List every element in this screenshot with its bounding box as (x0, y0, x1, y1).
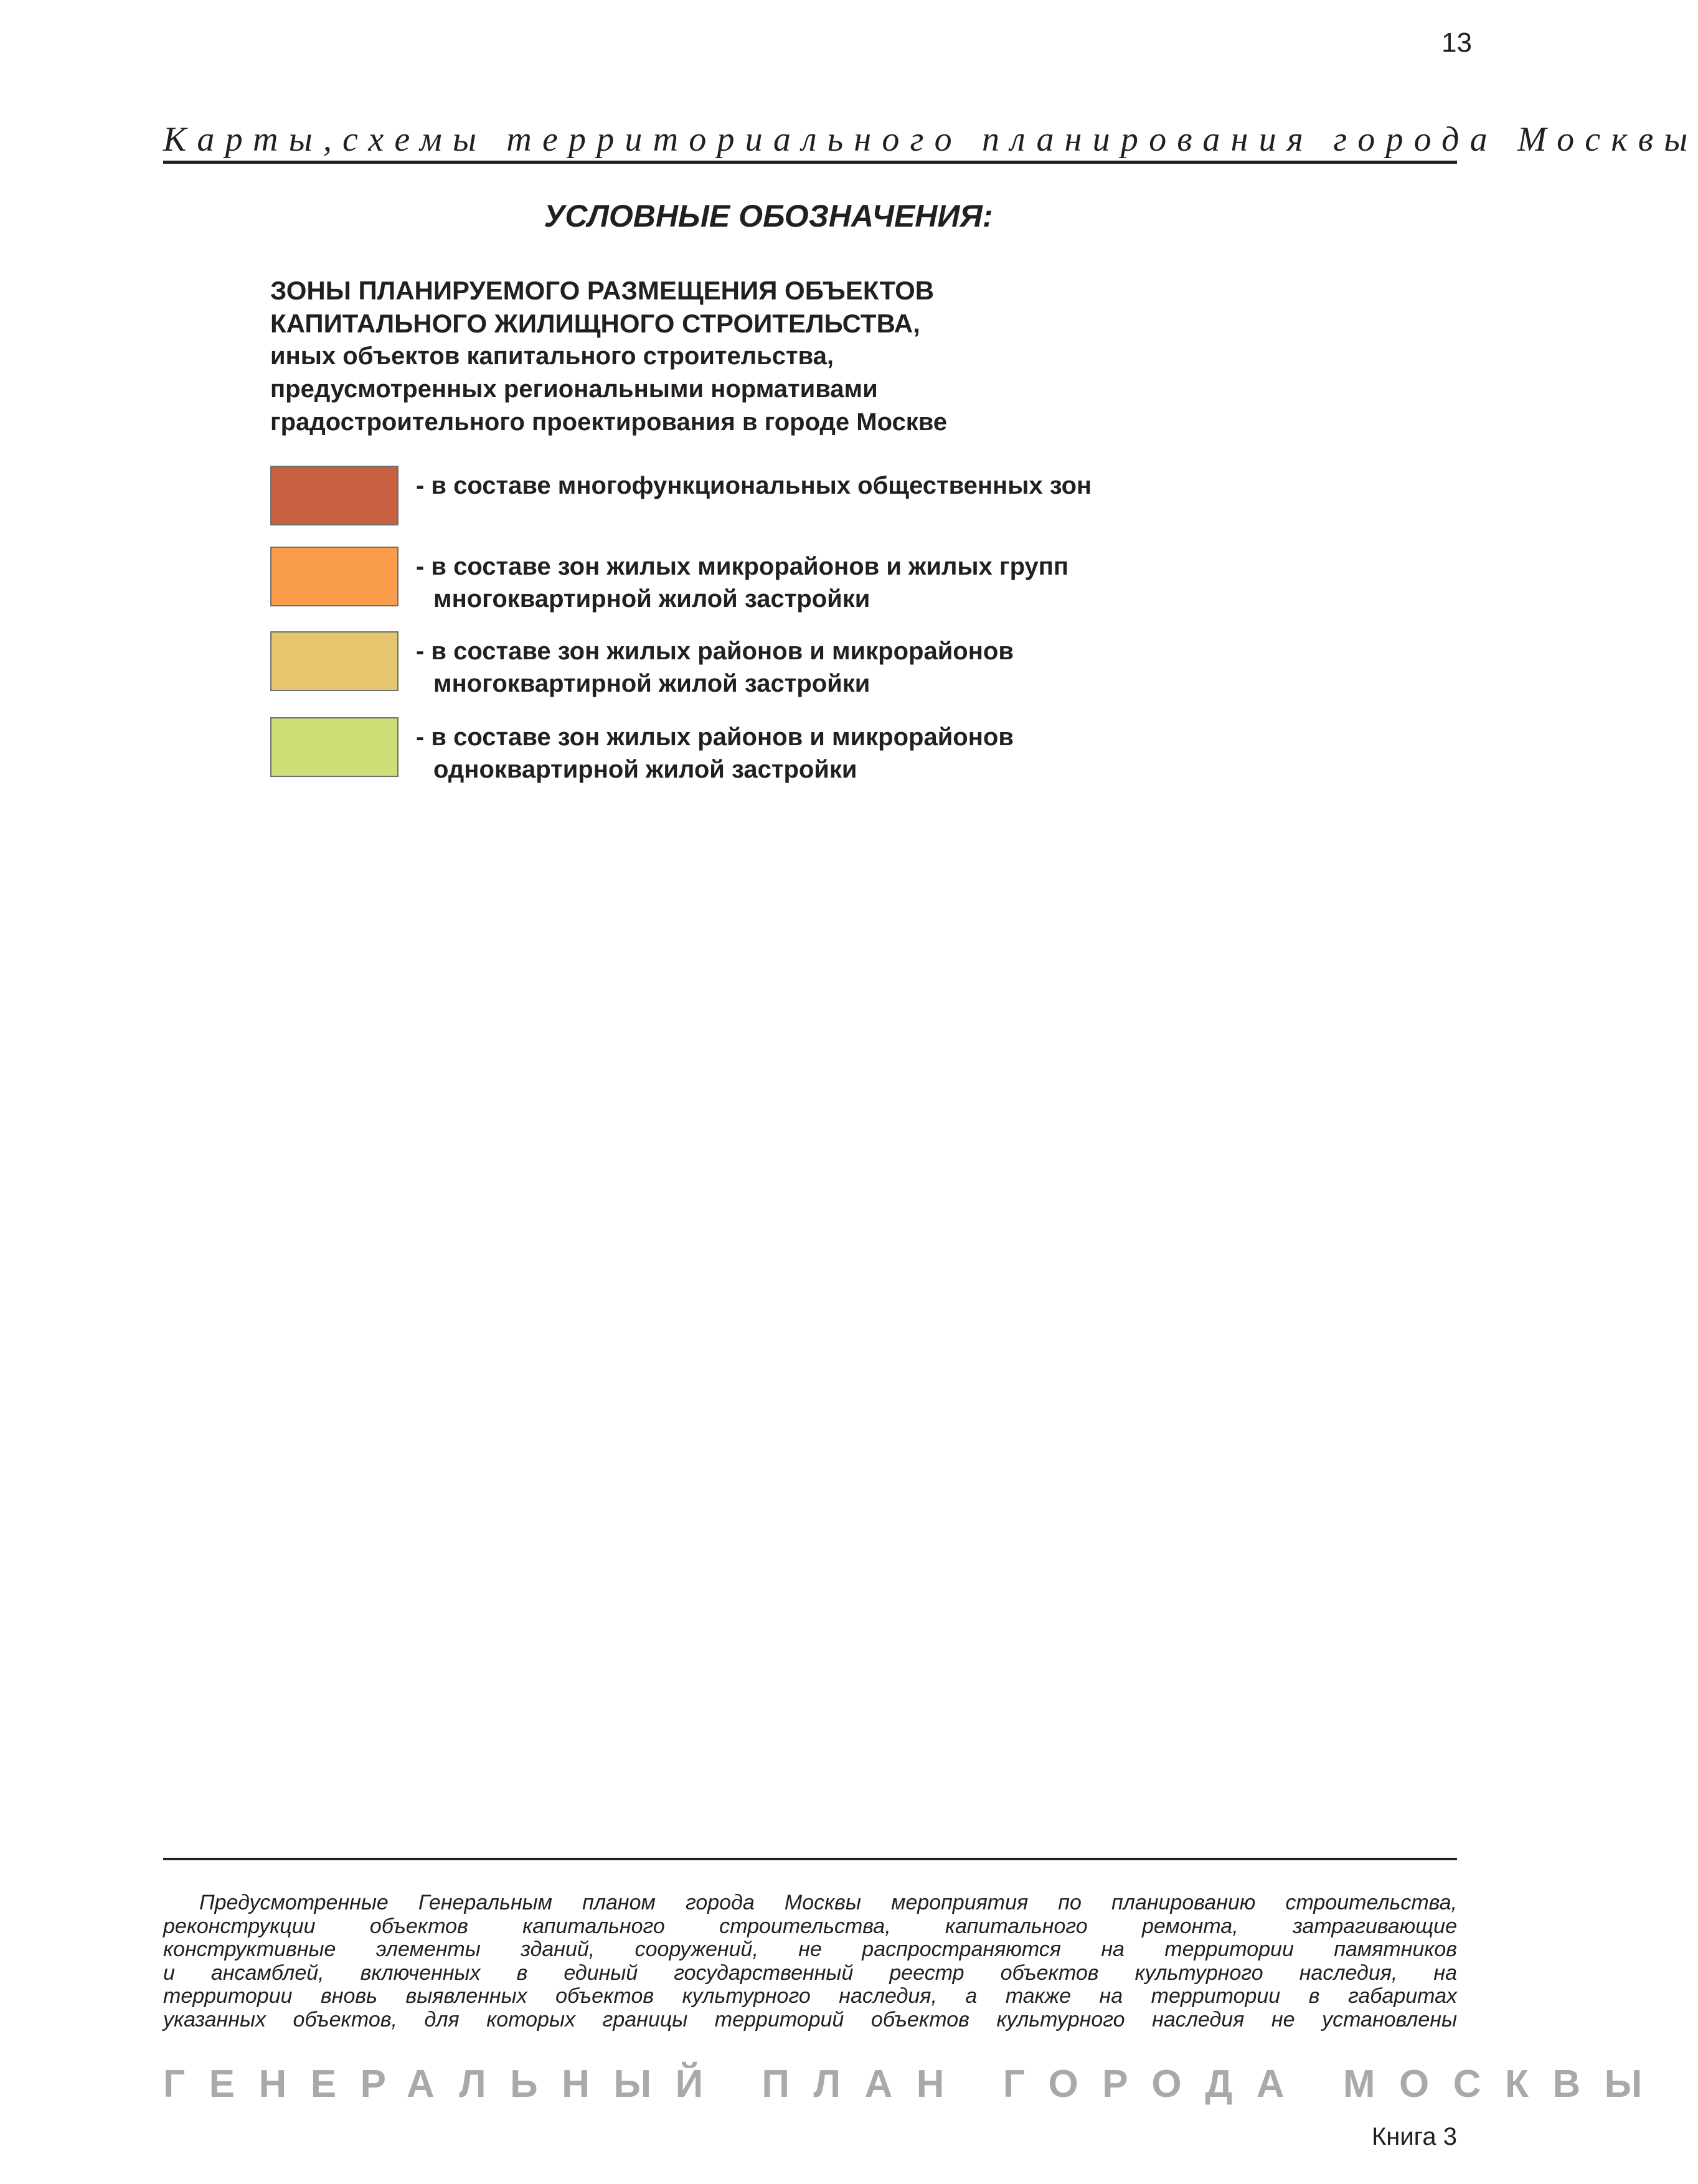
footer-note-line-2: реконструкции объектов капитального строительства, капитального ремонта, затрагивающие (163, 1914, 1457, 1938)
zones-heading-line-5: градостроительного проектирования в городе Москве (270, 408, 948, 436)
legend-swatch-districts-single-apartment (270, 717, 399, 777)
zones-heading-line-2: КАПИТАЛЬНОГО ЖИЛИЩНОГО СТРОИТЕЛЬСТВА, (270, 309, 920, 338)
legend-label-districts-multi-apartment (416, 635, 1014, 700)
legend-title-text: УСЛОВНЫЕ ОБОЗНАЧЕНИЯ: (544, 199, 993, 233)
footer-note-line-4: и ансамблей, включенных в единый государственный реестр объектов культурного наследия, на (163, 1960, 1457, 1985)
legend-swatch-multifunctional (270, 466, 399, 525)
legend-label-line-1: - в составе зон жилых районов и микрорайонов (416, 638, 1014, 665)
legend-label-microdistricts-groups (416, 550, 1068, 615)
legend-label-line-1: - в составе зон жилых районов и микрорайонов (416, 723, 1014, 751)
footer-note (163, 1891, 1457, 2032)
legend-label-districts-single-apartment (416, 721, 1014, 786)
legend-title (0, 198, 1544, 234)
footer-note-line-5: территории вновь выявленных объектов культурного наследия, а также на территории в габаритах (163, 1984, 1457, 2008)
legend-label-line-2: одноквартирной жилой застройки (433, 756, 857, 783)
header-divider (163, 161, 1457, 164)
page-number: 13 (1441, 27, 1472, 58)
footer-note-line-1: Предусмотренные Генеральным планом города Москвы мероприятия по планированию строительства, (199, 1891, 1457, 1914)
footer-brand: ГЕНЕРАЛЬНЫЙ ПЛАН ГОРОДА МОСКВЫ (163, 2063, 1666, 2106)
zones-heading-line-1: ЗОНЫ ПЛАНИРУЕМОГО РАЗМЕЩЕНИЯ ОБЪЕКТОВ (270, 276, 935, 305)
legend-swatch-districts-multi-apartment (270, 631, 399, 691)
book-label: Книга 3 (1371, 2123, 1457, 2150)
header-title: Карты,схемы территориального планирования города Москвы (163, 120, 1698, 159)
footer-note-line-6: указанных объектов, для которых границы территорий объектов культурного наследия не установлены (163, 2007, 1457, 2031)
legend-label-multifunctional (416, 469, 1092, 502)
zones-heading-line-3: иных объектов капитального строительства, (270, 342, 834, 370)
legend-label-line-2: многоквартирной жилой застройки (433, 585, 870, 613)
footer-divider (163, 1858, 1457, 1860)
legend-swatch-microdistricts-groups (270, 547, 399, 606)
legend-label-line-1: - в составе зон жилых микрорайонов и жилых групп (416, 553, 1069, 580)
zones-heading (270, 274, 1204, 439)
zones-heading-line-4: предусмотренных региональными нормативами (270, 375, 878, 403)
legend-label-line-2: многоквартирной жилой застройки (433, 670, 870, 697)
legend-label-line-1: - в составе многофункциональных общественных зон (416, 472, 1092, 499)
footer-note-line-3: конструктивные элементы зданий, сооружений, не распространяются на территории памятников (163, 1937, 1457, 1962)
